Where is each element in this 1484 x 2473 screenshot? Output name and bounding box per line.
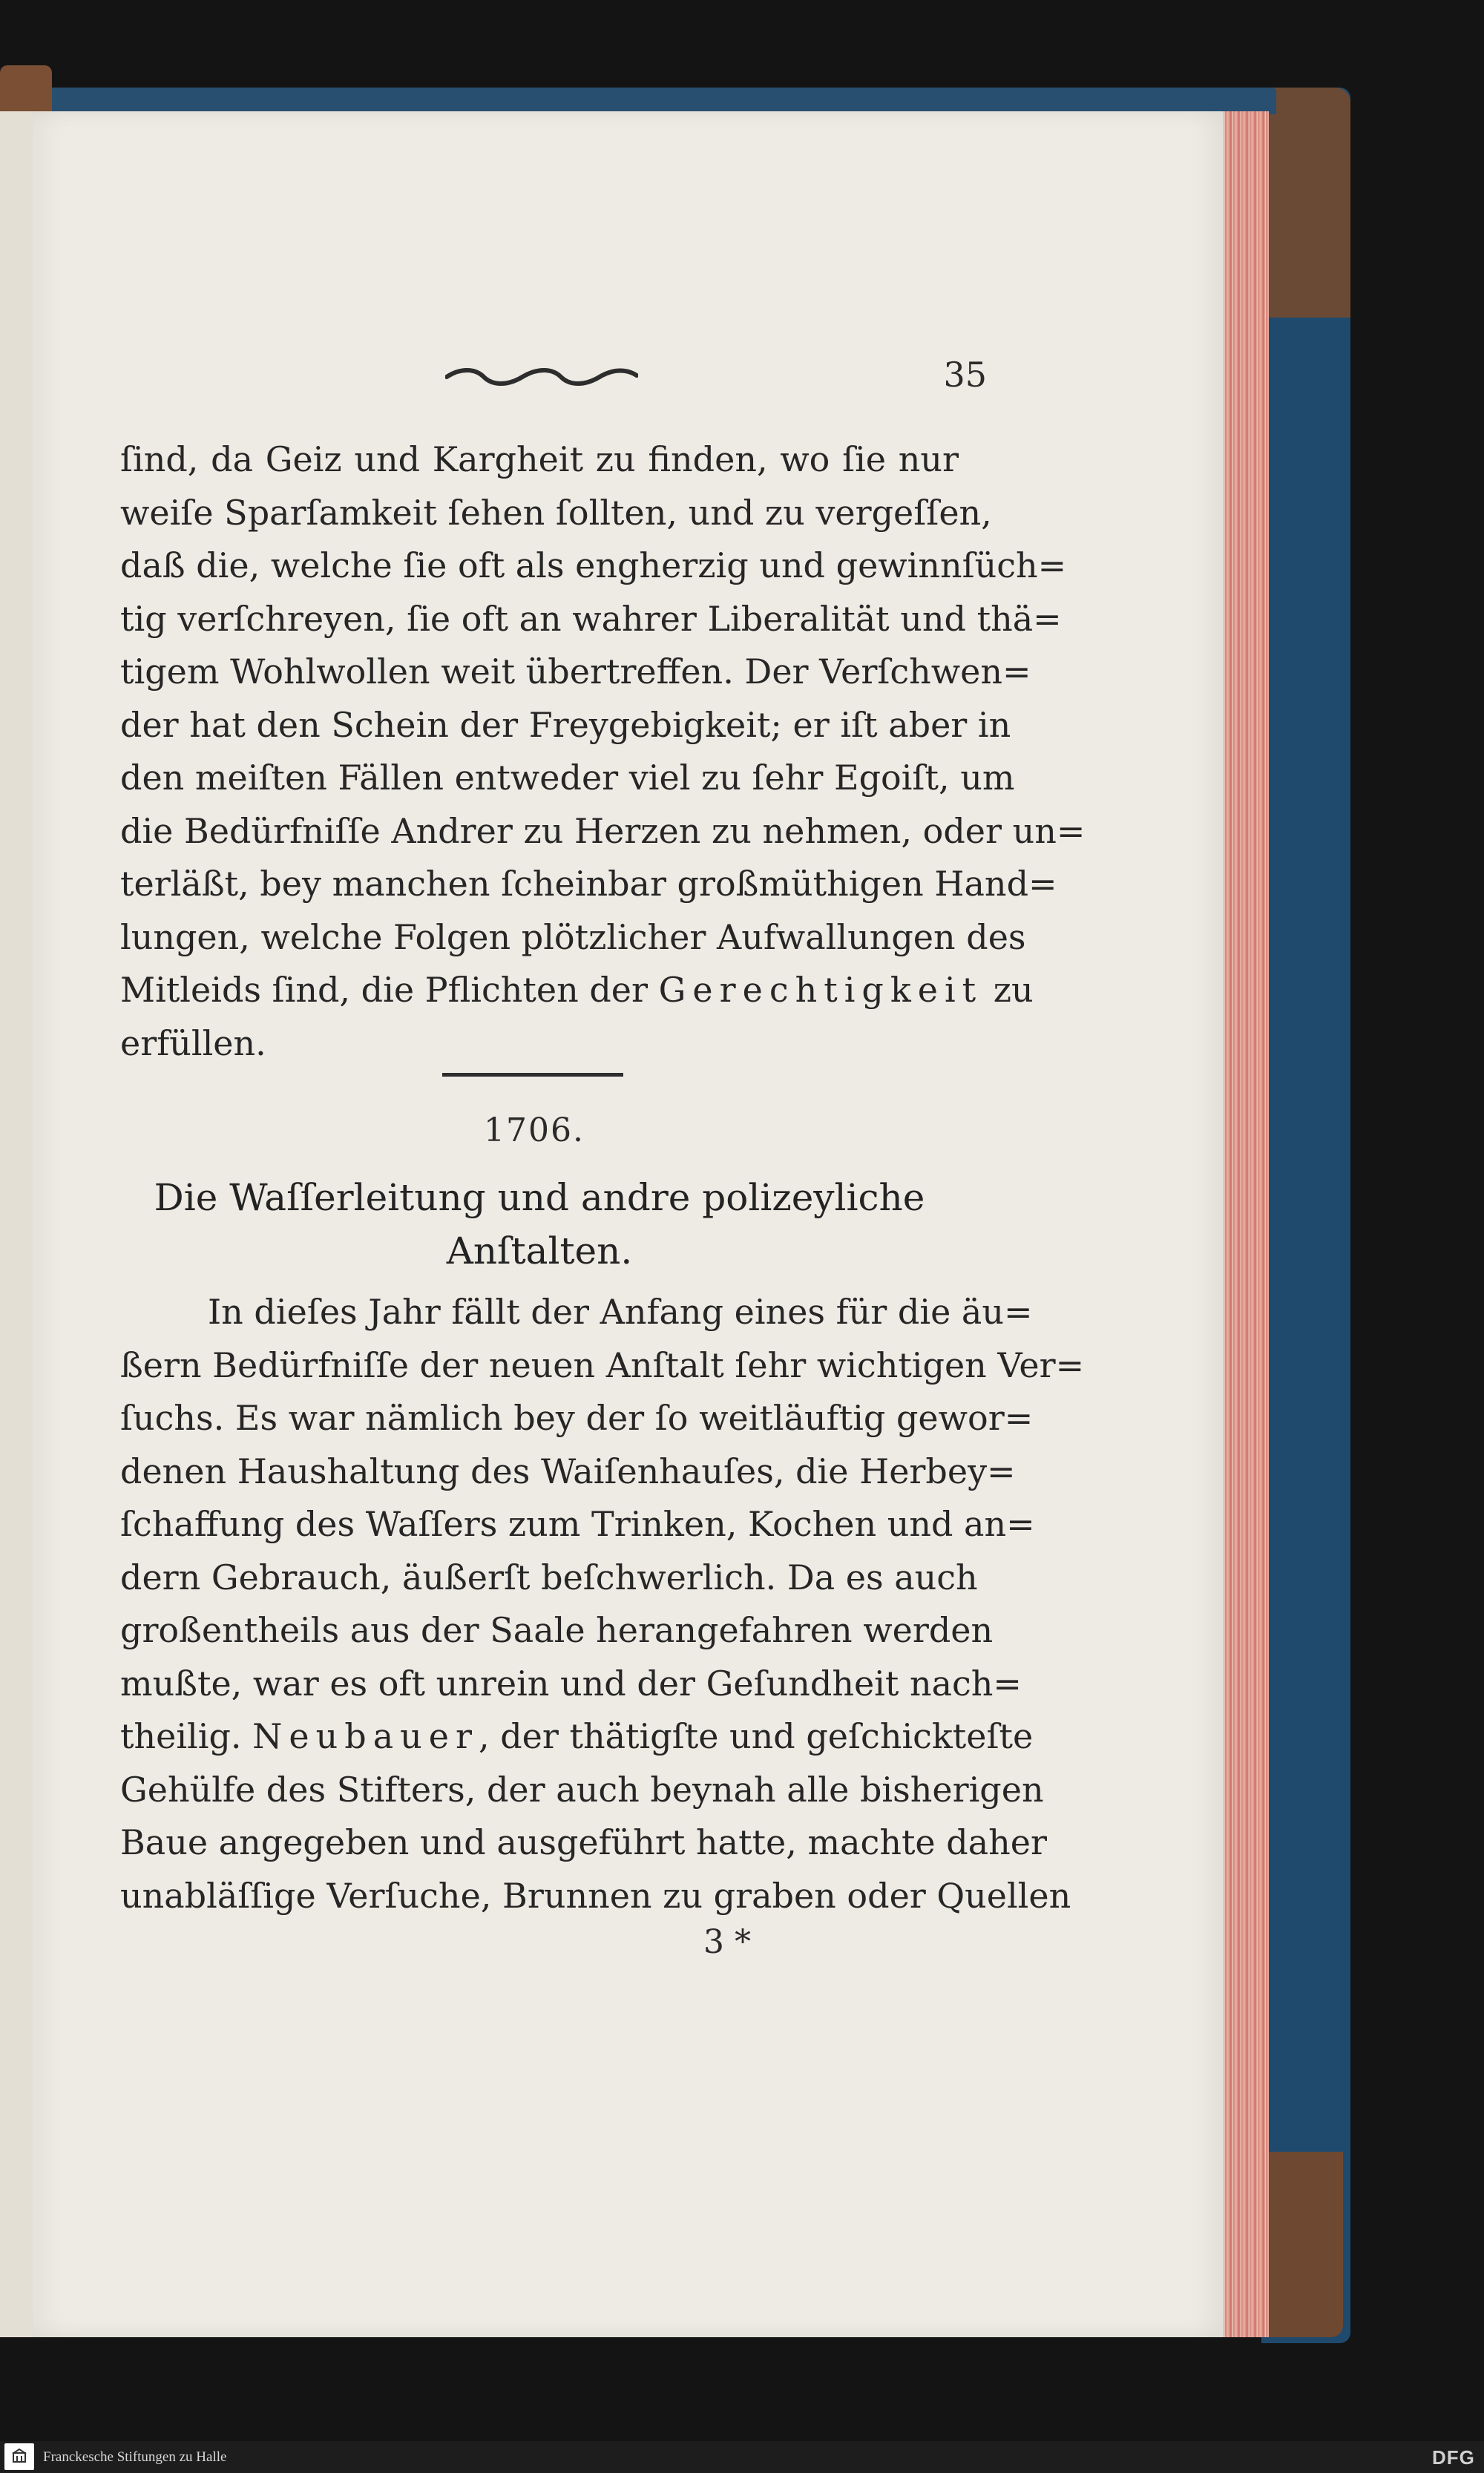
emphasized-word: Gerechtigkeit (658, 970, 983, 1010)
text-line: ſind, da Geiz und Kargheit zu finden, wo ſie nur (120, 439, 959, 479)
text-line-with-emphasis (120, 1710, 1034, 1764)
heading-line: Die Waſſerleitung und andre polizeyliche (154, 1176, 925, 1219)
text-line: großentheils aus der Saale herangefahren werden (120, 1610, 994, 1650)
text-line: Baue angegeben und ausgeführt hatte, machte daher (120, 1822, 1047, 1862)
institution-name: Franckesche Stiftungen zu Halle (43, 2449, 227, 2465)
section-year: 1706. (484, 1111, 585, 1149)
book-cover-right (1261, 88, 1350, 2343)
cover-leather-corner-left (0, 65, 52, 117)
book-cover-top-edge (15, 88, 1276, 114)
text-line: ſchaffung des Waſſers zum Trinken, Kochen und an= (120, 1504, 1035, 1544)
text-line: die Bedürfniſſe Andrer zu Herzen zu nehmen, oder un= (120, 810, 1086, 851)
page-number: 35 (943, 355, 987, 395)
header-ornament-icon (445, 365, 638, 387)
text-line: unabläſſige Verſuche, Brunnen zu graben oder Quellen (120, 1875, 1071, 1916)
cover-leather-corner-bottom (1261, 2152, 1343, 2337)
text-segment: zu (982, 970, 1034, 1010)
paragraph-2 (120, 1286, 1085, 1922)
dfg-badge: DFG (1432, 2446, 1475, 2469)
text-segment: Mitleids ſind, die Pflichten der (120, 970, 659, 1010)
paragraph-1 (120, 433, 1086, 1070)
text-line: daß die, welche ſie oft als engherzig und gewinnſüch= (120, 545, 1067, 585)
text-line: den meiſten Fällen entweder viel zu ſehr Egoiſt, um (120, 758, 1015, 798)
heading-line: Anſtalten. (446, 1229, 633, 1272)
text-line: erfüllen. (120, 1022, 266, 1063)
text-line: ßern Bedürfniſſe der neuen Anſtalt ſehr wichtigen Ver= (120, 1344, 1085, 1385)
signature-mark: 3 * (703, 1923, 751, 1961)
text-segment: theilig. (120, 1716, 242, 1756)
text-line-with-emphasis (120, 964, 1034, 1017)
text-line: tigem Wohlwollen weit übertreffen. Der Verſchwen= (120, 651, 1031, 692)
emphasized-name: Neubauer (252, 1716, 479, 1756)
text-line: ſuchs. Es war nämlich bey der ſo weitläuftig gewor= (120, 1398, 1034, 1438)
text-line: lungen, welche Folgen plötzlicher Aufwallungen des (120, 916, 1026, 957)
text-segment: , der thätigſte und geſchickteſte (478, 1716, 1034, 1756)
cover-leather-corner-top (1261, 88, 1350, 318)
text-line: dern Gebrauch, äußerſt beſchwerlich. Da es auch (120, 1557, 978, 1597)
text-line: terläßt, bey manchen ſcheinbar großmüthigen Hand= (120, 864, 1057, 904)
text-line: der hat den Schein der Freygebigkeit; er iſt aber in (120, 704, 1011, 745)
text-line: weiſe Sparſamkeit ſehen ſollten, und zu vergeſſen, (120, 492, 992, 533)
text-line: denen Haushaltung des Waiſenhauſes, die Herbey= (120, 1451, 1016, 1491)
text-line: In dieſes Jahr fällt der Anfang eines für die äu= (208, 1292, 1033, 1332)
text-line: Gehülfe des Stifters, der auch beynah alle bisherigen (120, 1769, 1044, 1810)
page-stack-edge (1217, 111, 1269, 2337)
text-line: tig verſchreyen, ſie oft an wahrer Liberalität und thä= (120, 598, 1062, 639)
institution-logo-icon (11, 2449, 27, 2465)
text-line: mußte, war es oft unrein und der Geſundheit nach= (120, 1663, 1022, 1704)
left-page-edge (0, 111, 35, 2337)
section-heading (120, 1171, 959, 1278)
section-divider (442, 1073, 623, 1077)
